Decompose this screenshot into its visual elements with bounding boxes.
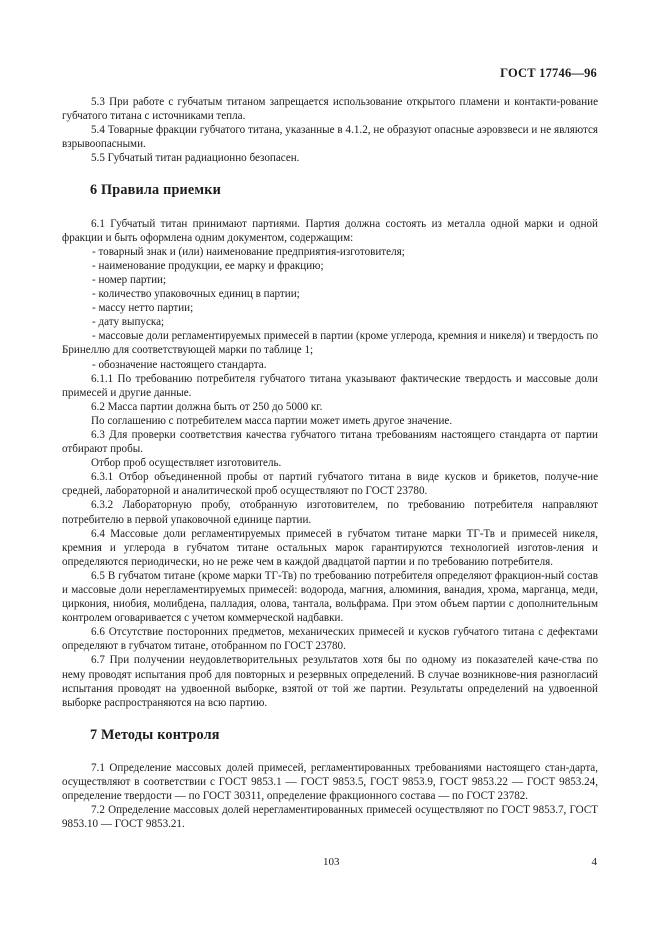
paragraph-6-2-note: По соглашению с потребителем масса партии может иметь другое значение. — [91, 414, 453, 427]
paragraph-5-5: 5.5 Губчатый титан радиационно безопасен. — [91, 152, 300, 165]
list-item: - количество упаковочных единиц в партии; — [92, 288, 300, 301]
section-6-title: 6 Правила приемки — [90, 182, 222, 199]
list-item: - дату выпуска; — [92, 316, 165, 329]
footer-number: 103 — [323, 856, 340, 868]
paragraph-6-5: 6.5 В губчатом титане (кроме марки ТГ-Тв) по требованию потребителя определяют фракцион-ный состав и массовые доли нерегламентируемых примесей: водорода, магния, алюминия, ванадия, хрома, марганца, меди, циркония, ниобия, молибдена, палладия, олова, тантала, вольфрама. При этом объем партии с дополнительным контролем оговаривается с учетом коммерческой надбавки. — [62, 569, 598, 625]
list-item: - массу нетто партии; — [92, 302, 194, 315]
page-number: 4 — [591, 856, 597, 868]
paragraph-6-3-1: 6.3.1 Отбор объединенной пробы от партий губчатого титана в виде кусков и брикетов, получе-ние средней, лабораторной и аналитической проб осуществляют по ГОСТ 23780. — [62, 471, 598, 498]
paragraph-6-3-2: 6.3.2 Лабораторную пробу, отобранную изготовителем, по требованию потребителя направляют потребителю в первой упаковочной единице партии. — [62, 499, 598, 526]
list-item: - обозначение настоящего стандарта. — [92, 358, 267, 371]
section-7-title: 7 Методы контроля — [90, 726, 220, 743]
paragraph-5-4: 5.4 Товарные фракции губчатого титана, указанные в 4.1.2, не образуют опасные аэровзвеси и не являются взрывоопасными. — [62, 124, 598, 151]
paragraph-7-2: 7.2 Определение массовых долей нерегламентированных примесей осуществляют по ГОСТ 9853.7, ГОСТ 9853.10 — ГОСТ 9853.21. — [62, 804, 598, 831]
paragraph-6-6: 6.6 Отсутствие посторонних предметов, механических примесей и кусков губчатого титана с дефектами определяют в губчатом титане, отобранном по ГОСТ 23780. — [62, 626, 598, 653]
document-header: ГОСТ 17746—96 — [500, 66, 597, 80]
paragraph-6-3: 6.3 Для проверки соответствия качества губчатого титана требованиям настоящего стандарта от партии отбирают пробы. — [62, 428, 598, 456]
document-body — [62, 95, 598, 831]
list-item: - товарный знак и (или) наименование предприятия-изготовителя; — [92, 245, 405, 258]
paragraph-6-1-1: 6.1.1 По требованию потребителя губчатого титана указывают фактические твердость и массовые доли примесей и другие данные. — [62, 372, 598, 399]
list-item: - номер партии; — [92, 273, 167, 286]
list-item: - массовые доли регламентируемых примесей в партии (кроме углерода, кремния и никеля) и твердость по Бринеллю для соответствующей марки по таблице 1; — [62, 330, 598, 357]
paragraph-6-2: 6.2 Масса партии должна быть от 250 до 5000 кг. — [91, 400, 323, 413]
paragraph-6-3-note: Отбор проб осуществляет изготовитель. — [91, 457, 282, 470]
paragraph-5-3: 5.3 При работе с губчатым титаном запрещается использование открытого пламени и контакти-рование губчатого титана с источниками тепла. — [62, 96, 598, 123]
paragraph-6-7: 6.7 При получении неудовлетворительных результатов хотя бы по одному из показателей каче-ства по нему проводят испытания проб для повторных и резервных определений. В случае возникнове-ния разногласий испытания проводят на удвоенной выборке, взятой от той же партии. Результаты определений на удвоенной выборке распространяются на всю партию. — [62, 654, 598, 709]
paragraph-7-1: 7.1 Определение массовых долей примесей, регламентированных требованиями настоящего стан-дарта, осуществляют в соответствии с ГОСТ 9853.1 — ГОСТ 9853.5, ГОСТ 9853.9, ГОСТ 9853.22 — ГОСТ 9853.24, определение твердости — по ГОСТ 30311, определение фракционного состава — по ГОСТ 23782. — [62, 761, 598, 803]
paragraph-6-4: 6.4 Массовые доли регламентируемых примесей в губчатом титане марки ТГ-Тв и примесей никеля, кремния и углерода в губчатом титане остальных марок гарантируются технологией изготов-ления и определяются периодически, но не реже чем в каждой двадцатой партии и по требованию потребителя. — [62, 527, 598, 568]
paragraph-6-1: 6.1 Губчатый титан принимают партиями. Партия должна состоять из металла одной марки и одной фракции и быть оформлена одним документом, содержащим: — [62, 217, 598, 244]
list-item: - наименование продукции, ее марку и фракцию; — [92, 259, 324, 272]
